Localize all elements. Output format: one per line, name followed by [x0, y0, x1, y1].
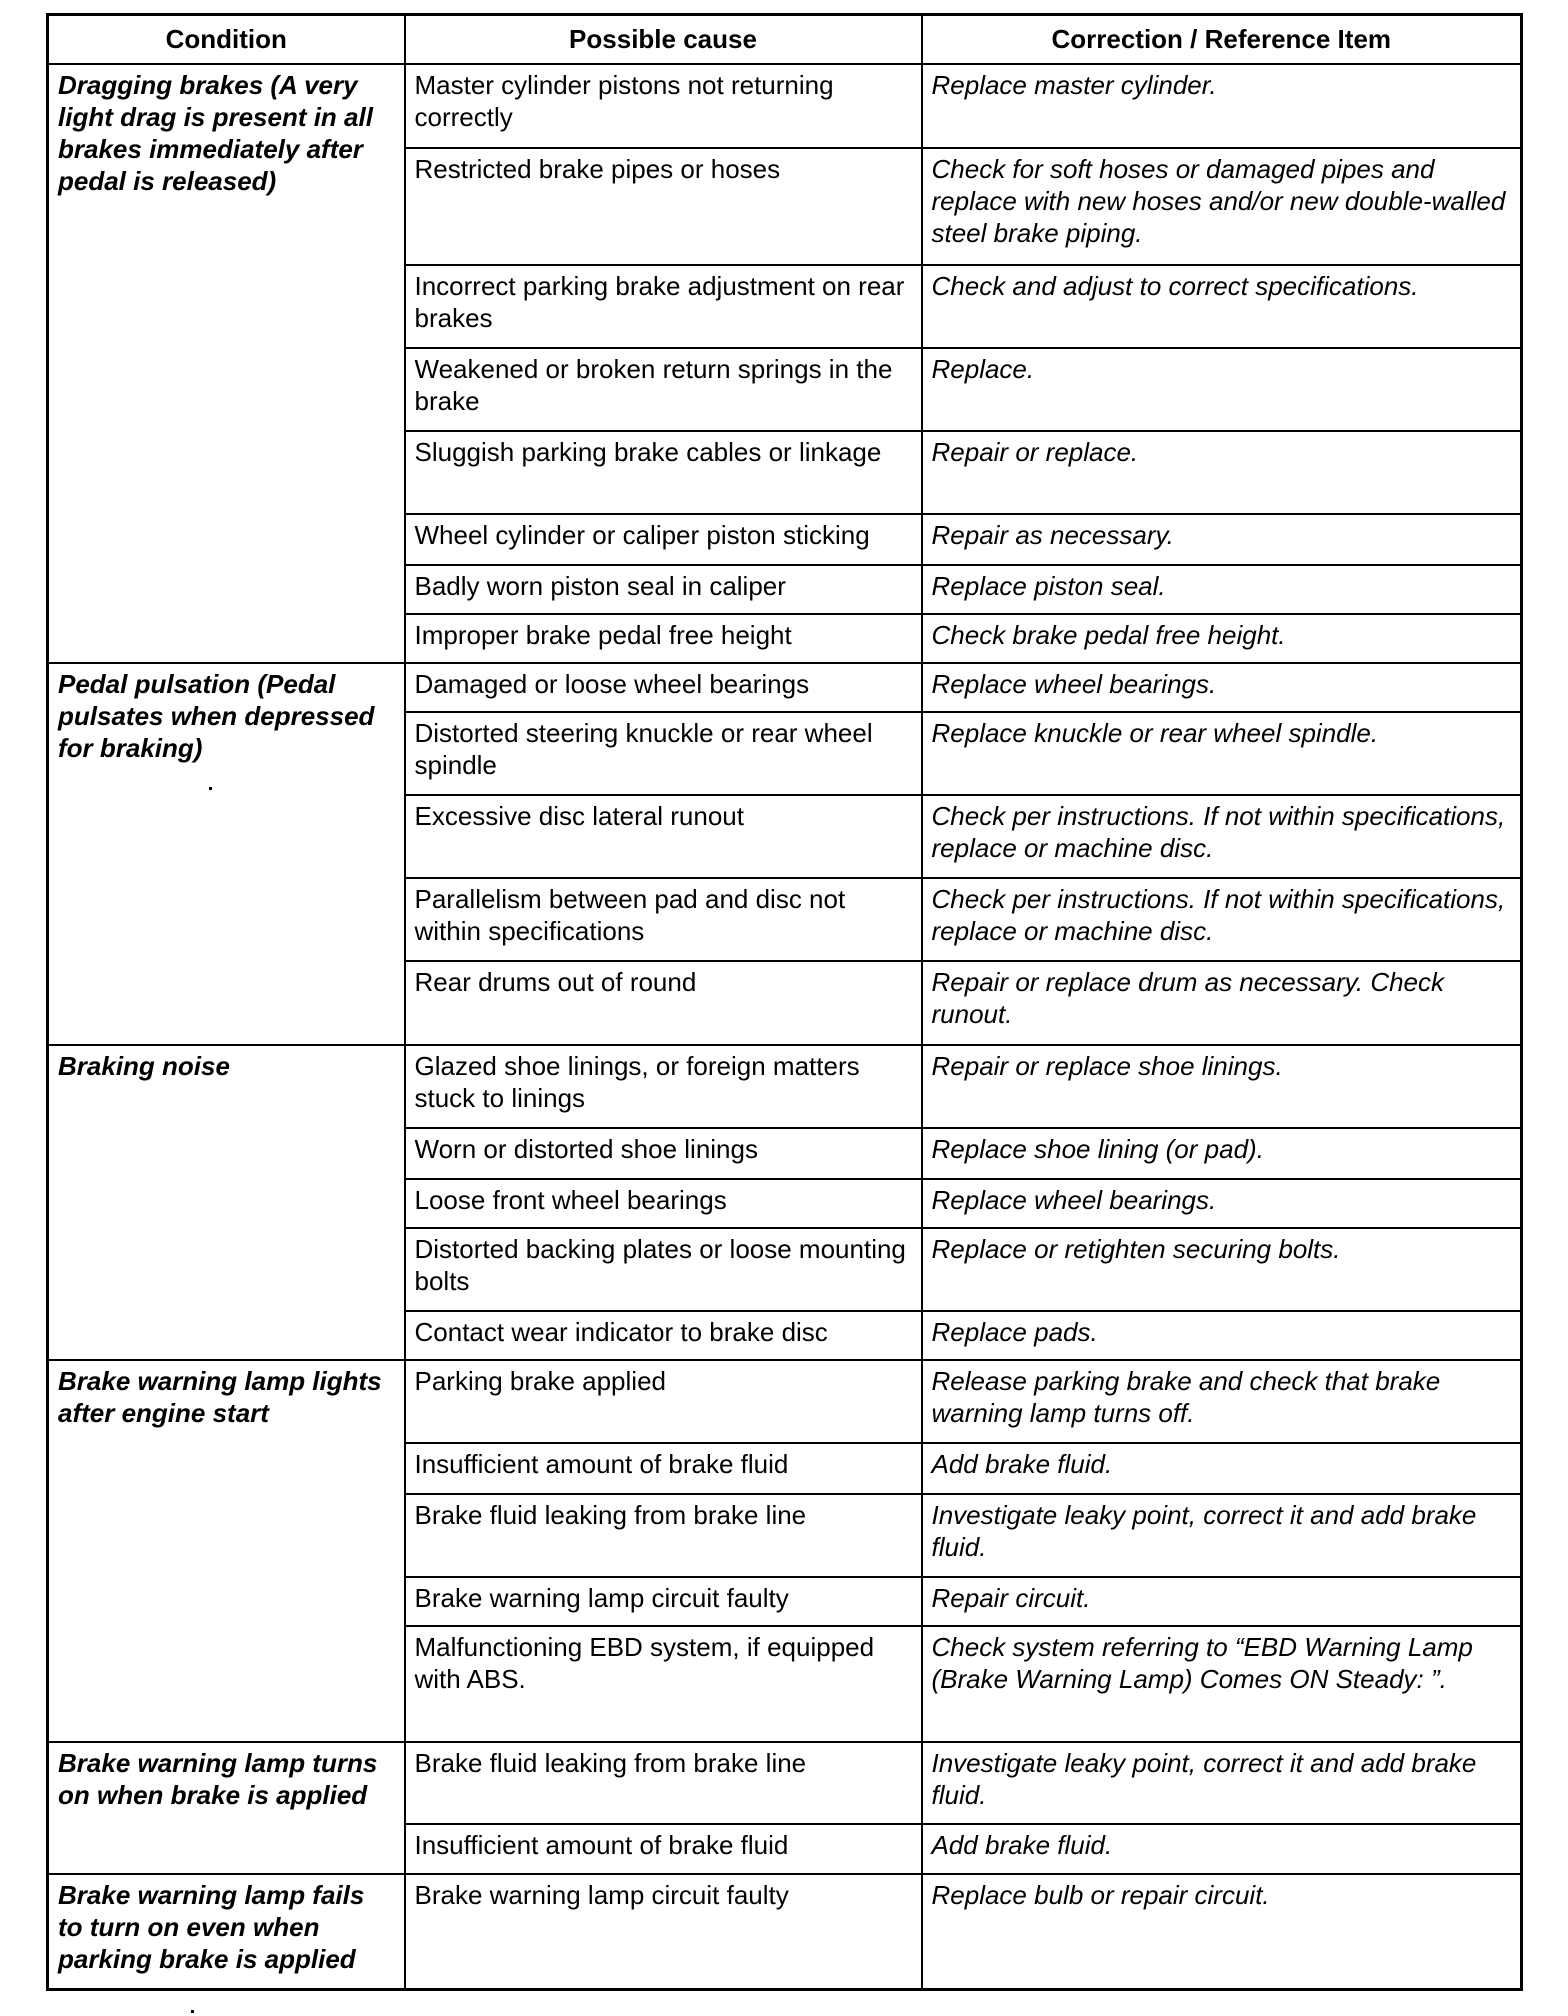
cause-cell: Restricted brake pipes or hoses	[405, 148, 922, 265]
header-row	[48, 15, 1522, 64]
correction-cell: Check system referring to “EBD Warning Lamp (Brake Warning Lamp) Comes ON Steady: ”.	[922, 1626, 1522, 1742]
correction-cell: Repair or replace shoe linings.	[922, 1045, 1522, 1128]
correction-cell: Investigate leaky point, correct it and add brake fluid.	[922, 1494, 1522, 1577]
cause-cell: Brake warning lamp circuit faulty	[405, 1874, 922, 1990]
correction-cell: Check per instructions. If not within specifications, replace or machine disc.	[922, 795, 1522, 878]
correction-cell: Check and adjust to correct specifications.	[922, 265, 1522, 348]
correction-cell: Investigate leaky point, correct it and add brake fluid.	[922, 1742, 1522, 1824]
cause-cell: Sluggish parking brake cables or linkage	[405, 431, 922, 514]
cause-cell: Damaged or loose wheel bearings	[405, 663, 922, 712]
cause-cell: Distorted backing plates or loose mounting bolts	[405, 1228, 922, 1311]
cause-cell: Insufficient amount of brake fluid	[405, 1443, 922, 1494]
correction-cell: Add brake fluid.	[922, 1443, 1522, 1494]
cause-cell: Badly worn piston seal in caliper	[405, 565, 922, 614]
correction-cell: Check brake pedal free height.	[922, 614, 1522, 663]
cause-cell: Brake fluid leaking from brake line	[405, 1494, 922, 1577]
cause-cell: Rear drums out of round	[405, 961, 922, 1045]
correction-cell: Repair or replace drum as necessary. Check runout.	[922, 961, 1522, 1045]
cause-cell: Improper brake pedal free height	[405, 614, 922, 663]
cause-cell: Incorrect parking brake adjustment on rear brakes	[405, 265, 922, 348]
cause-cell: Wheel cylinder or caliper piston sticking	[405, 514, 922, 565]
correction-cell: Replace wheel bearings.	[922, 663, 1522, 712]
correction-cell: Check per instructions. If not within specifications, replace or machine disc.	[922, 878, 1522, 961]
cause-cell: Distorted steering knuckle or rear wheel spindle	[405, 712, 922, 795]
header-correction: Correction / Reference Item	[922, 15, 1522, 64]
cause-cell: Loose front wheel bearings	[405, 1179, 922, 1228]
condition-cell: Brake warning lamp turns on when brake is applied	[48, 1742, 405, 1874]
condition-cell: Dragging brakes (A very light drag is present in all brakes immediately after pedal is released)	[48, 64, 405, 663]
cause-cell: Glazed shoe linings, or foreign matters stuck to linings	[405, 1045, 922, 1128]
cause-cell: Malfunctioning EBD system, if equipped with ABS.	[405, 1626, 922, 1742]
cause-cell: Parallelism between pad and disc not within specifications	[405, 878, 922, 961]
header-condition: Condition	[48, 15, 405, 64]
table-row	[48, 64, 1522, 148]
cause-cell: Parking brake applied	[405, 1360, 922, 1443]
cause-cell: Contact wear indicator to brake disc	[405, 1311, 922, 1360]
cause-cell: Master cylinder pistons not returning correctly	[405, 64, 922, 148]
table-row	[48, 1045, 1522, 1128]
correction-cell: Repair or replace.	[922, 431, 1522, 514]
cause-cell: Brake fluid leaking from brake line	[405, 1742, 922, 1824]
correction-cell: Add brake fluid.	[922, 1824, 1522, 1874]
correction-cell: Check for soft hoses or damaged pipes and replace with new hoses and/or new double-walled steel brake piping.	[922, 148, 1522, 265]
correction-cell: Replace pads.	[922, 1311, 1522, 1360]
cause-cell: Weakened or broken return springs in the brake	[405, 348, 922, 431]
brake-troubleshooting-table	[46, 13, 1523, 1991]
condition-cell: Brake warning lamp lights after engine start	[48, 1360, 405, 1742]
cause-cell: Insufficient amount of brake fluid	[405, 1824, 922, 1874]
condition-cell: Pedal pulsation (Pedal pulsates when depressed for braking)	[48, 663, 405, 1045]
cause-cell: Brake warning lamp circuit faulty	[405, 1577, 922, 1626]
condition-cell: Braking noise	[48, 1045, 405, 1360]
stray-mark	[209, 787, 212, 790]
correction-cell: Replace.	[922, 348, 1522, 431]
correction-cell: Release parking brake and check that brake warning lamp turns off.	[922, 1360, 1522, 1443]
stray-mark	[191, 2010, 194, 2013]
cause-cell: Worn or distorted shoe linings	[405, 1128, 922, 1179]
correction-cell: Replace knuckle or rear wheel spindle.	[922, 712, 1522, 795]
correction-cell: Replace wheel bearings.	[922, 1179, 1522, 1228]
table-row	[48, 1742, 1522, 1824]
correction-cell: Replace bulb or repair circuit.	[922, 1874, 1522, 1990]
table-body	[48, 64, 1522, 1990]
table-row	[48, 1360, 1522, 1443]
correction-cell: Replace piston seal.	[922, 565, 1522, 614]
correction-cell: Replace shoe lining (or pad).	[922, 1128, 1522, 1179]
correction-cell: Replace master cylinder.	[922, 64, 1522, 148]
table-row	[48, 1874, 1522, 1990]
condition-cell: Brake warning lamp fails to turn on even when parking brake is applied	[48, 1874, 405, 1990]
header-possible-cause: Possible cause	[405, 15, 922, 64]
correction-cell: Repair circuit.	[922, 1577, 1522, 1626]
correction-cell: Repair as necessary.	[922, 514, 1522, 565]
table-row	[48, 663, 1522, 712]
cause-cell: Excessive disc lateral runout	[405, 795, 922, 878]
correction-cell: Replace or retighten securing bolts.	[922, 1228, 1522, 1311]
